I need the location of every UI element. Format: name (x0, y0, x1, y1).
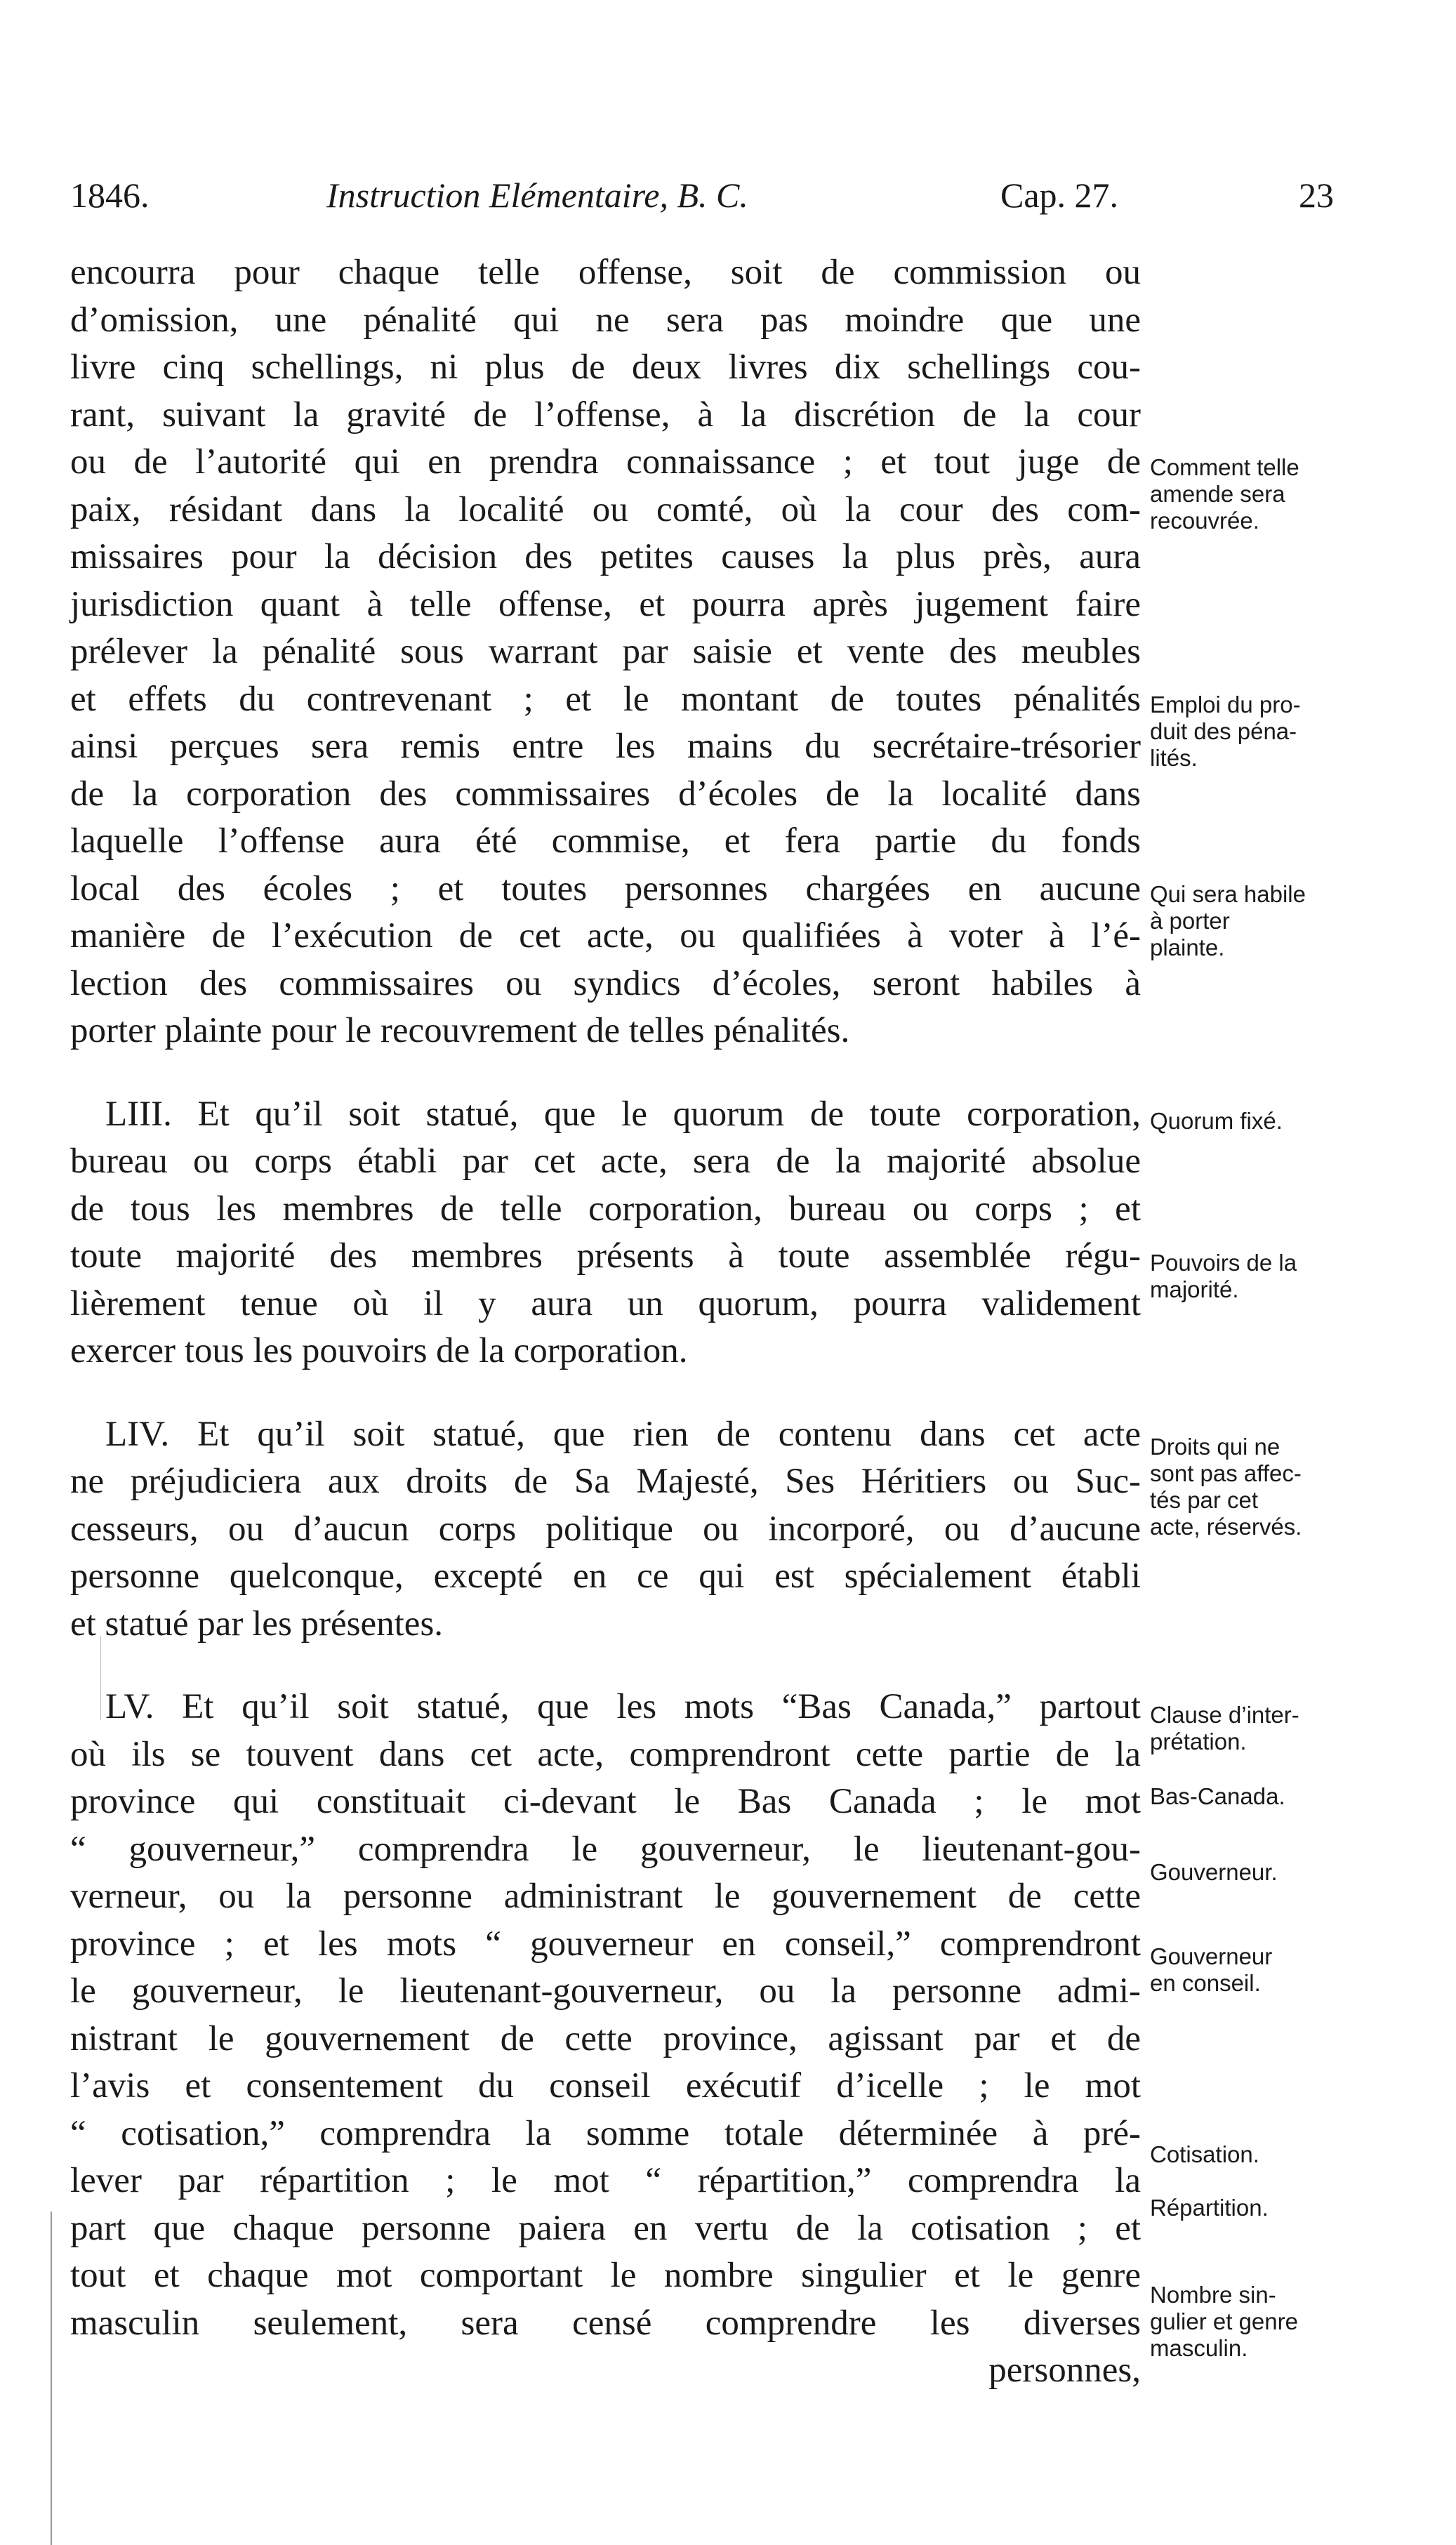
text-line: et effets du contrevenant ; et le montant de toutes pénalités (70, 679, 1141, 719)
text-line: “ cotisation,” comprendra la somme totale déterminée à pré- (70, 2113, 1141, 2153)
text-line: le gouverneur, le lieutenant-gouverneur, ou la personne admi- (70, 1971, 1141, 2011)
text-line: cesseurs, ou d’aucun corps politique ou incorporé, ou d’aucune (70, 1509, 1141, 1549)
margin-note-use-of-fines: Emploi du pro- duit des péna- lités. (1150, 692, 1301, 771)
margin-note-fine-recovery: Comment telle amende sera recouvrée. (1150, 454, 1299, 534)
margin-note-singular-masculine: Nombre sin- gulier et genre masculin. (1150, 2282, 1298, 2361)
text-line: ne préjudiciera aux droits de Sa Majesté, Ses Héritiers ou Suc- (70, 1462, 1141, 1501)
text-line: verneur, ou la personne administrant le gouvernement de cette (70, 1877, 1141, 1916)
text-line: bureau ou corps établi par cet acte, sera de la majorité absolue (70, 1142, 1141, 1181)
binding-edge-rule (51, 2212, 52, 2545)
margin-note-gouverneur-en-conseil: Gouverneur en conseil. (1150, 1943, 1273, 1996)
text-line: laquelle l’offense aura été commise, et fera partie du fonds (70, 821, 1141, 861)
margin-note-quorum: Quorum fixé. (1150, 1108, 1283, 1134)
section-liv (70, 1411, 1141, 1648)
text-line: toute majorité des membres présents à toute assemblée régu- (70, 1236, 1141, 1276)
text-line: province ; et les mots “ gouverneur en conseil,” comprendront (70, 1924, 1141, 1964)
text-line: porter plainte pour le recouvrement de telles pénalités. (70, 1011, 850, 1050)
paragraph-continuation (70, 249, 1141, 1055)
text-line: prélever la pénalité sous warrant par saisie et vente des meubles (70, 632, 1141, 671)
text-line: LIII. Et qu’il soit statué, que le quorum de toute corporation, (105, 1094, 1141, 1134)
text-line: jurisdiction quant à telle offense, et pourra après jugement faire (70, 584, 1141, 624)
scan-mark (100, 1636, 101, 1720)
text-line: “ gouverneur,” comprendra le gouverneur, le lieutenant-gou- (70, 1829, 1141, 1869)
text-line: livre cinq schellings, ni plus de deux livres dix schellings cou- (70, 348, 1141, 387)
text-line: de tous les membres de telle corporation, bureau ou corps ; et (70, 1189, 1141, 1229)
margin-note-majority-powers: Pouvoirs de la majorité. (1150, 1250, 1297, 1302)
text-line: de la corporation des commissaires d’écoles de la localité dans (70, 774, 1141, 814)
body-text (70, 249, 1141, 2395)
text-line: lever par répartition ; le mot “ répartition,” comprendra la (70, 2161, 1141, 2200)
header-chapter: Cap. 27. (1000, 176, 1119, 215)
text-line: où ils se touvent dans cet acte, comprendront cette partie de la (70, 1734, 1141, 1774)
margin-note-cotisation: Cotisation. (1150, 2141, 1259, 2167)
text-line: missaires pour la décision des petites causes la plus près, aura (70, 537, 1141, 576)
text-line: LIV. Et qu’il soit statué, que rien de contenu dans cet acte (105, 1414, 1141, 1454)
text-line: exercer tous les pouvoirs de la corporation. (70, 1331, 688, 1370)
text-line: ou de l’autorité qui en prendra connaissance ; et tout juge de (70, 442, 1141, 482)
text-line: et statué par les présentes. (70, 1604, 444, 1644)
margin-note-interpretation: Clause d’inter- prétation. (1150, 1702, 1299, 1754)
text-line: paix, résidant dans la localité ou comté, où la cour des com- (70, 489, 1141, 529)
text-line: rant, suivant la gravité de l’offense, à la discrétion de la cour (70, 395, 1141, 435)
text-line: province qui constituait ci-devant le Bas Canada ; le mot (70, 1782, 1141, 1821)
margin-note-repartition: Répartition. (1150, 2195, 1269, 2221)
text-line: lection des commissaires ou syndics d’écoles, seront habiles à (70, 963, 1141, 1003)
margin-note-who-may-complain: Qui sera habile à porter plainte. (1150, 881, 1306, 960)
text-line: nistrant le gouvernement de cette province, agissant par et de (70, 2018, 1141, 2058)
text-line: masculin seulement, sera censé comprendre les diverses (70, 2303, 1141, 2343)
text-line: l’avis et consentement du conseil exécutif d’icelle ; le mot (70, 2066, 1141, 2106)
header-year: 1846. (70, 176, 150, 215)
page-number: 23 (1299, 176, 1334, 215)
text-line: part que chaque personne paiera en vertu de la cotisation ; et (70, 2208, 1141, 2248)
header-title: Instruction Elémentaire, B. C. (326, 176, 748, 215)
text-line: lièrement tenue où il y aura un quorum, pourra validement (70, 1283, 1141, 1323)
margin-note-rights-reserved: Droits qui ne sont pas affec- tés par cet acte, réservés. (1150, 1434, 1302, 1540)
text-line: d’omission, une pénalité qui ne sera pas moindre que une (70, 300, 1141, 340)
section-liii (70, 1091, 1141, 1375)
text-line: personne quelconque, excepté en ce qui est spécialement établi (70, 1556, 1141, 1596)
text-line: tout et chaque mot comportant le nombre singulier et le genre (70, 2256, 1141, 2295)
margin-note-bas-canada: Bas-Canada. (1150, 1783, 1285, 1809)
text-line: personnes, (988, 2351, 1141, 2390)
text-line: manière de l’exécution de cet acte, ou qualifiées à voter à l’é- (70, 916, 1141, 956)
text-line: LV. Et qu’il soit statué, que les mots “Bas Canada,” partout (105, 1687, 1141, 1726)
text-line: local des écoles ; et toutes personnes chargées en aucune (70, 868, 1141, 908)
section-lv (70, 1684, 1141, 2395)
margin-note-gouverneur: Gouverneur. (1150, 1859, 1278, 1885)
text-line: encourra pour chaque telle offense, soit de commission ou (70, 253, 1141, 292)
text-line: ainsi perçues sera remis entre les mains du secrétaire-trésorier (70, 727, 1141, 766)
